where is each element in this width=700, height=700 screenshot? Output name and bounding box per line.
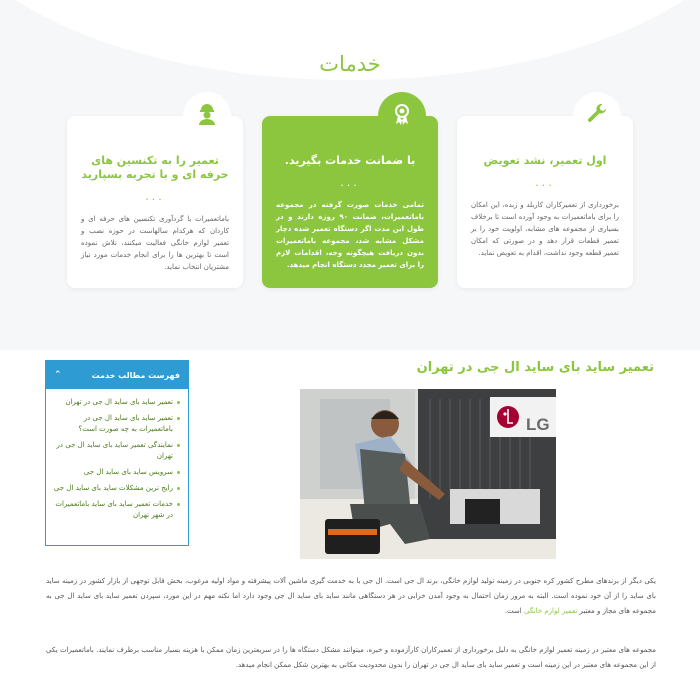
paragraph-text: یکی دیگر از برندهای مطرح کشور کره جنوبی در زمینه تولید لوازم خانگی، برند ال جی است. ال جی با به خدمت گیری ماشین آلات پیشرفته و مواد اولیه مرغوب، بخش قابل توجهی از بازار کشور در زمینه ساید بای ساید را از آن خود نموده است. البته به مرور زمان احتمال به وجود آمدن خرابی در هر دستگاهی مانند ساید بای ساید ال جی وجود دارد اما نکته مهم در این مورد، سپردن تعمیر ساید بای ساید ال جی به مجموعه های مجاز و معتبر — [46, 577, 656, 615]
card-text: برخورداری از تعمیرکاران کاربلد و زبده، این امکان را برای باماتعمیرات به وجود آورده است تا برخلاف بسیاری از مجموعه های مشابه، اولویت خود را بر تعمیر قطعات قرار دهد و در صورتی که امکان تعمیر قطعه وجود نداشت، اقدام به تعویض نماید. — [471, 201, 619, 257]
chevron-up-icon[interactable]: ⌃ — [54, 370, 62, 380]
card-title: با ضمانت خدمات بگیرید. — [284, 154, 416, 167]
services-title: خدمات — [319, 52, 381, 76]
toc-item[interactable]: رایج ترین مشکلات ساید بای ساید ال جی — [52, 483, 180, 494]
article-title: تعمیر ساید بای ساید ال جی در تهران — [416, 360, 654, 375]
service-card-warranty — [262, 116, 438, 288]
card-title: تعمیر را به تکنسین های حرفه ای و با تجربه بسپارید — [81, 154, 229, 181]
card-badge — [378, 92, 426, 140]
toc-item[interactable]: خدمات تعمیر ساید بای ساید باماتعمیرات در شهر تهران — [52, 499, 180, 521]
toc-list — [46, 389, 188, 521]
card-dots: ... — [535, 176, 555, 189]
service-card-repair-first — [457, 116, 633, 288]
card-badge — [573, 92, 621, 140]
toc-header[interactable] — [46, 361, 188, 389]
card-text: باماتعمیرات با گردآوری تکنسین های حرفه ای و کاردان که هرکدام سالهاست در حوزه نصب و تعمیر لوازم خانگی فعالیت میکنند، تلاش نموده است تا بهترین ها را برای انجام خدمات مورد نیاز مشتریان انتخاب نماید. — [81, 215, 229, 271]
card-dots: ... — [340, 176, 360, 189]
toc-item[interactable]: سرویس ساید بای ساید ال جی — [52, 467, 180, 478]
home-appliance-repair-link[interactable]: تعمیر لوازم خانگی — [523, 607, 578, 615]
article-paragraph-2: مجموعه های معتبر در زمینه تعمیر لوازم خانگی به دلیل برخورداری از تعمیرکاران کارآزموده و خبره، میتوانند مشکل دستگاه ها را در سریعترین زمان ممکن با هزینه بسیار مناسب برطرف نمایند. باماتعمیرات یکی از این مجموعه های معتبر در این زمینه است و تعمیر ساید بای ساید ال جی در تهران را بدون محدودیت مکانی به بهترین شکل ممکن انجام میدهد. — [46, 646, 656, 669]
wrench-icon — [585, 102, 609, 130]
toc-title: فهرست مطالب خدمت — [91, 370, 180, 380]
toc-item[interactable]: تعمیر ساید بای ساید ال جی در تهران — [52, 397, 180, 408]
technician-icon — [195, 102, 219, 130]
article-paragraph-1 — [46, 574, 656, 619]
paragraph-end: است. — [504, 607, 522, 615]
award-ribbon-icon — [390, 102, 414, 130]
card-title: اول تعمیر، نشد تعویض — [483, 154, 607, 167]
photo-brand-logo: LG — [526, 415, 550, 434]
table-of-contents — [45, 360, 189, 546]
technician-repair-photo — [300, 389, 556, 559]
card-text: تمامی خدمات صورت گرفته در مجموعه باماتعمیرات، ضمانت ۹۰ روزه دارند و در طول این مدت اگر دستگاه تعمیر شده دچار مشکل مشابه شد، مجموعه باماتعمیرات بدون دریافت هیچگونه وجه، اقدامات لازم را برای تعمیر مجدد دستگاه انجام میدهد. — [276, 201, 424, 269]
toc-item[interactable]: نمایندگی تعمیر ساید بای ساید ال جی در تهران — [52, 440, 180, 462]
card-dots: ... — [145, 190, 165, 203]
toc-item[interactable]: تعمیر ساید بای ساید ال جی در باماتعمیرات به چه صورت است؟ — [52, 413, 180, 435]
card-badge — [183, 92, 231, 140]
service-card-technicians — [67, 116, 243, 288]
